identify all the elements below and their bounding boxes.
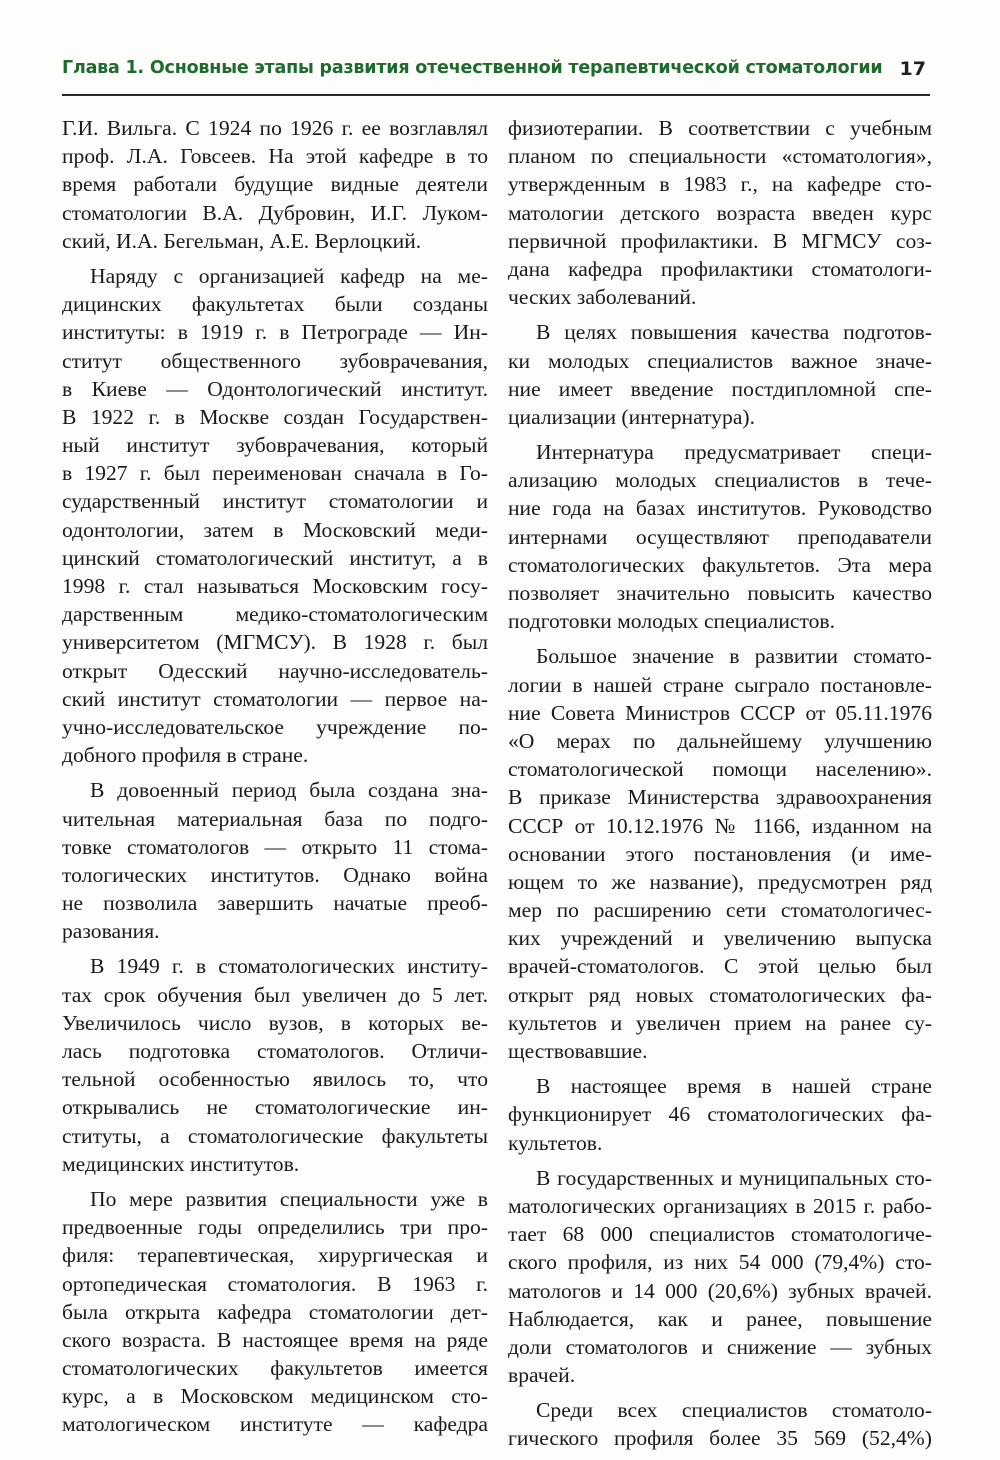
text-line: Интернатура предусматривает специ-: [536, 440, 932, 465]
paragraph: [508, 438, 932, 635]
text-line: Наблюдается, как и ранее, повышение: [508, 1306, 932, 1331]
text-line: 1998 г. стал называться Московским госу-: [62, 574, 488, 598]
paragraph: [508, 114, 932, 311]
text-line: в Киеве — Одонтологический институт.: [62, 376, 488, 401]
text-line: ние имеет введение постдипломной спе-: [508, 376, 932, 401]
text-line: дарственным медико-стоматологическим: [62, 602, 488, 627]
right-text-column: [508, 114, 932, 1460]
text-line: дана кафедра профилактики стоматологи-: [508, 256, 932, 281]
text-line: ких учреждений и увеличению выпуска: [508, 926, 932, 951]
text-line: подготовки молодых специалистов.: [508, 609, 836, 634]
text-line: В довоенный период была создана зна-: [90, 778, 488, 803]
text-line: чительная материальная база по подго-: [62, 806, 488, 831]
text-line: время работали будущие видные деятели: [62, 172, 488, 197]
text-line: СССР от 10.12.1976 № 1166, изданном на: [508, 813, 932, 838]
text-line: Наряду с организацией кафедр на ме-: [90, 263, 488, 288]
paragraph: [62, 114, 488, 255]
text-line: матологов и 14 000 (20,6%) зубных врачей.: [508, 1278, 932, 1303]
text-line: ортопедическая стоматология. В 1963 г.: [62, 1271, 488, 1296]
chapter-title: Глава 1. Основные этапы развития отечественной терапевтической стоматологии: [62, 58, 883, 78]
text-line: Среди всех специалистов стоматоло-: [536, 1398, 932, 1423]
text-line: тах срок обучения был увеличен до 5 лет.: [62, 982, 488, 1007]
text-line: В 1949 г. в стоматологических институ-: [90, 954, 488, 979]
text-line: врачей.: [508, 1363, 576, 1388]
text-line: стоматологии В.А. Дубровин, И.Г. Луком-: [62, 200, 488, 225]
text-line: утвержденным в 1983 г., на кафедре сто-: [508, 172, 932, 197]
text-line: товке стоматологов — открыто 11 стома-: [62, 834, 488, 859]
text-line: В государственных и муниципальных сто-: [536, 1165, 932, 1190]
text-line: логии в нашей стране сыграло постановле-: [508, 672, 932, 697]
text-line: одонтологии, затем в Московский меди-: [62, 517, 488, 542]
text-line: открыт ряд новых стоматологических фа-: [508, 982, 932, 1007]
text-line: гического профиля более 35 569 (52,4%): [508, 1426, 932, 1451]
text-line: ки молодых специалистов важное значе-: [508, 348, 932, 373]
text-line: планом по специальности «стоматология»,: [508, 144, 932, 169]
text-line: разования.: [62, 919, 160, 944]
text-line: не позволила завершить начатые преоб-: [62, 891, 488, 916]
paragraph: [508, 642, 932, 1065]
text-line: дицинских факультетах были созданы: [62, 292, 488, 317]
text-line: стоматологических факультетов. Эта мера: [508, 552, 932, 577]
text-line: матологических организациях в 2015 г. рабо-: [508, 1193, 932, 1218]
text-line: открыт Одесский научно-исследователь-: [62, 658, 488, 683]
text-line: цинский стоматологический институт, а в: [62, 545, 488, 570]
text-line: позволяет значительно повысить качество: [508, 581, 932, 605]
text-line: физиотерапии. В соответствии с учебным: [508, 116, 932, 140]
paragraph: [508, 1396, 932, 1452]
text-line: ский институт стоматологии — первое на-: [62, 686, 488, 711]
text-line: ние года на базах институтов. Руководство: [508, 496, 932, 521]
paragraph: [62, 262, 488, 769]
text-line: открывались не стоматологические ин-: [62, 1095, 488, 1120]
text-line: ществовавшие.: [508, 1039, 648, 1063]
text-line: ского возраста. В настоящее время на ряде: [62, 1327, 488, 1352]
text-line: мер по расширению сети стоматологичес-: [508, 898, 932, 923]
text-line: ского профиля, из них 54 000 (79,4%) сто-: [508, 1250, 932, 1275]
text-line: ститут общественного зубоврачевания,: [62, 348, 488, 373]
text-line: В настоящее время в нашей стране: [536, 1074, 932, 1099]
text-line: была открыта кафедра стоматологии дет-: [62, 1299, 488, 1324]
text-line: добного профиля в стране.: [62, 743, 309, 768]
paragraph: [508, 1072, 932, 1157]
text-line: По мере развития специальности уже в: [90, 1186, 488, 1211]
paragraph: [508, 318, 932, 431]
text-line: лась подготовка стоматологов. Отличи-: [62, 1039, 488, 1063]
text-line: интернами осуществляют преподаватели: [508, 524, 932, 549]
running-header: [62, 56, 930, 96]
text-line: Большое значение в развитии стомато-: [536, 644, 932, 669]
text-line: ющем то же название), предусмотрен ряд: [508, 869, 932, 894]
text-line: курс, а в Московском медицинском сто-: [62, 1384, 488, 1409]
text-line: тологических институтов. Однако война: [62, 862, 488, 887]
text-line: учно-исследовательское учреждение по-: [62, 714, 488, 739]
left-text-column: [62, 114, 488, 1446]
text-line: ституты, а стоматологические факультеты: [62, 1123, 488, 1148]
text-line: ный институт зубоврачевания, который: [62, 433, 488, 458]
text-line: врачей-стоматологов. С этой целью был: [508, 954, 932, 979]
text-line: проф. Л.А. Говсеев. На этой кафедре в то: [62, 144, 488, 169]
text-line: В приказе Министерства здравоохранения: [508, 785, 932, 810]
page-number: 17: [899, 58, 926, 80]
text-line: Г.И. Вильга. С 1924 по 1926 г. ее возглавлял: [62, 116, 488, 140]
text-line: «О мерах по дальнейшему улучшению: [508, 728, 932, 753]
text-line: функционирует 46 стоматологических фа-: [508, 1102, 932, 1127]
text-line: филя: терапевтическая, хирургическая и: [62, 1243, 488, 1268]
text-line: медицинских институтов.: [62, 1151, 300, 1176]
text-line: университетом (МГМСУ). В 1928 г. был: [62, 630, 488, 655]
text-line: ческих заболеваний.: [508, 285, 697, 310]
text-line: стоматологической помощи населению».: [508, 757, 932, 782]
text-line: тельной особенностью явилось то, что: [62, 1067, 488, 1092]
text-line: основании этого постановления (и име-: [508, 841, 932, 866]
text-line: циализации (интернатура).: [508, 404, 756, 429]
text-line: тает 68 000 специалистов стоматологиче-: [508, 1222, 932, 1247]
text-line: В целях повышения качества подготов-: [536, 320, 932, 345]
text-line: В 1922 г. в Москве создан Государствен-: [62, 404, 488, 429]
paragraph: [62, 1185, 488, 1439]
text-line: первичной профилактики. В МГМСУ соз-: [508, 228, 932, 253]
text-line: стоматологических факультетов имеется: [62, 1356, 488, 1381]
text-line: матологии детского возраста введен курс: [508, 200, 932, 225]
text-line: сударственный институт стоматологии и: [62, 489, 488, 514]
text-line: ние Совета Министров СССР от 05.11.1976: [508, 700, 932, 725]
text-line: Увеличилось число вузов, в которых ве-: [62, 1010, 488, 1035]
text-line: ский, И.А. Бегельман, А.Е. Верлоцкий.: [62, 228, 422, 253]
text-line: матологическом институте — кафедра: [62, 1412, 488, 1437]
text-line: в 1927 г. был переименован сначала в Го-: [62, 461, 488, 486]
text-line: институты: в 1919 г. в Петрограде — Ин-: [62, 320, 488, 345]
paragraph: [62, 952, 488, 1178]
text-line: предвоенные годы определились три про-: [62, 1215, 488, 1240]
text-line: культетов и увеличен прием на ранее су-: [508, 1010, 932, 1035]
paragraph: [62, 776, 488, 945]
paragraph: [508, 1164, 932, 1390]
text-line: ализацию молодых специалистов в тече-: [508, 468, 932, 493]
text-line: доли стоматологов и снижение — зубных: [508, 1334, 932, 1359]
text-line: культетов.: [508, 1130, 603, 1155]
